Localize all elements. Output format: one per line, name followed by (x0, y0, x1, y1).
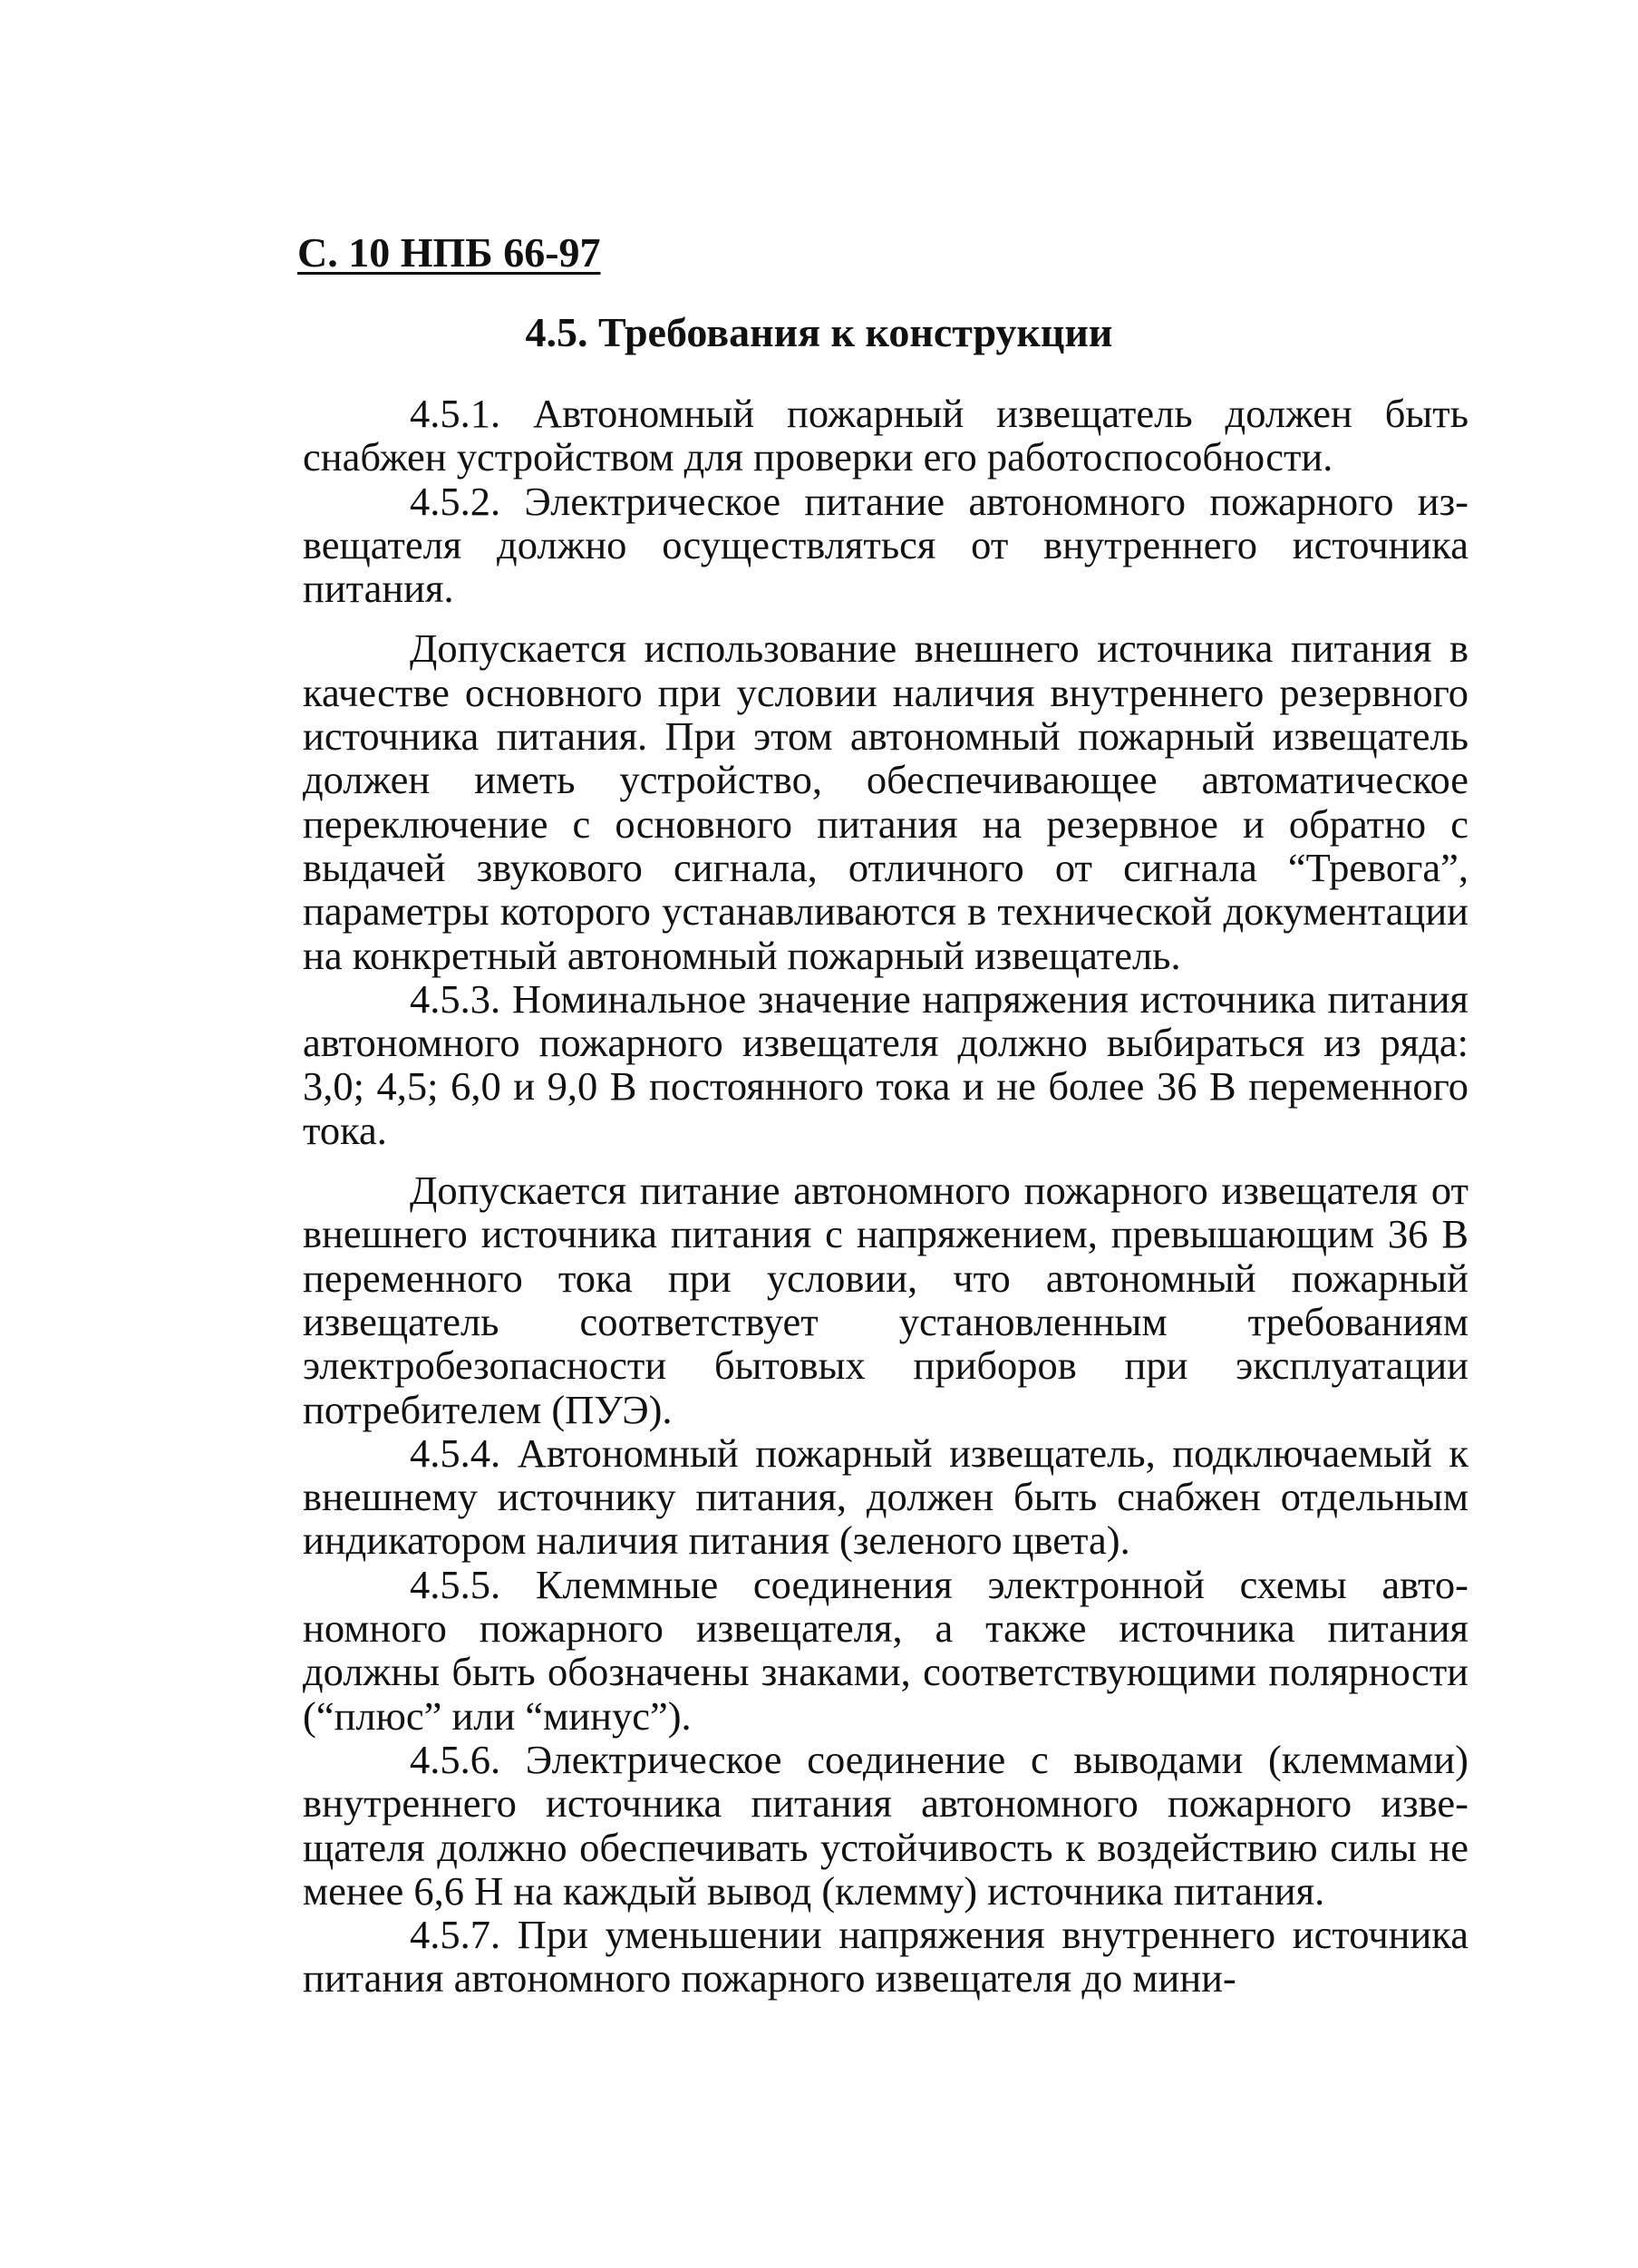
section-title: 4.5. Требования к конструкции (525, 309, 1113, 355)
running-head: С. 10 НПБ 66-97 (297, 229, 601, 276)
paragraph-4-5-1: 4.5.1. Автономный пожарный извещатель должен быть снабжен устройством для проверки его работоспособности. (303, 391, 1468, 480)
paragraph-high-voltage-power: Допускается питание автономного пожарного извещателя от внешнего источника питания с напряжением, превышающим 36 В переменного тока при условии, что автономный пожарный извещатель соответствует установленным требованиям электробезопасности бытовых приборов при эксплуатации потребителем (ПУЭ). (303, 1168, 1468, 1432)
paragraph-4-5-6: 4.5.6. Электрическое соединение с выводами (клеммами) внутреннего источника питания автономного пожарного извещателя должно обеспечивать устойчивость к воздействию силы не менее 6,6 Н на каждый вывод (клемму) источника питания. (303, 1736, 1468, 1914)
paragraph-4-5-5: 4.5.5. Клеммные соединения электронной схемы автономного пожарного извещателя, а также источника питания должны быть обозначены знаками, соответствующими полярности (“плюс” или “минус”). (303, 1561, 1468, 1739)
paragraph-4-5-4: 4.5.4. Автономный пожарный извещатель, подключаемый к внешнему источнику питания, должен быть снабжен отдельным индикатором наличия питания (зеленого цвета). (303, 1430, 1468, 1564)
paragraph-4-5-2: 4.5.2. Электрическое питание автономного пожарного извещателя должно осуществляться от внутреннего источника питания. (303, 478, 1468, 612)
paragraph-4-5-3: 4.5.3. Номинальное значение напряжения источника питания автономного пожарного извещателя должно выбираться из ряда: 3,0; 4,5; 6,0 и 9,0 В постоянного тока и не более 36 В переменного тока. (303, 975, 1468, 1153)
paragraph-4-5-7: 4.5.7. При уменьшении напряжения внутреннего источника питания автономного пожарного извещателя до мини- (303, 1912, 1468, 2001)
body-text (303, 392, 1468, 2001)
paragraph-external-power: Допускается использование внешнего источника питания в качестве основного при условии наличия внутреннего резервного источника питания. При этом автономный пожарный извещатель должен иметь устройство, обеспечивающее автоматическое переключение с основного питания на резервное и обратно с выдачей звукового сигнала, отличного от сигнала “Тревога”, параметры которого устанавливаются в технической документации на конкретный автономный пожарный извещатель. (303, 625, 1468, 978)
